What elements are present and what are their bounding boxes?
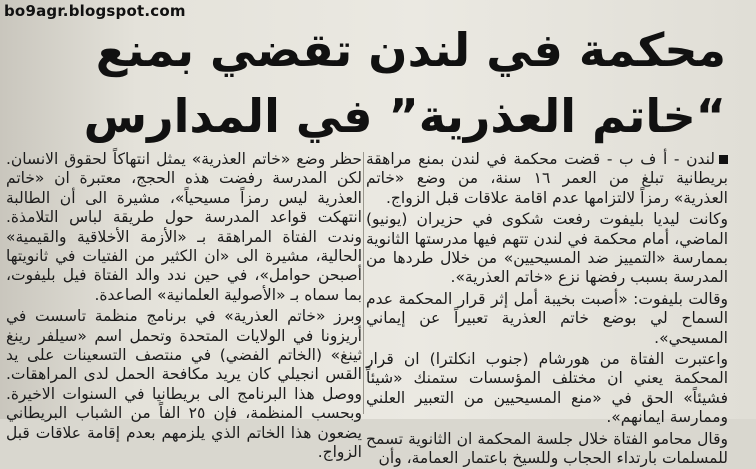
blog-watermark: bo9agr.blogspot.com bbox=[4, 2, 186, 20]
paragraph bbox=[366, 150, 728, 208]
article-column-left bbox=[6, 150, 362, 462]
bullet-square-icon bbox=[719, 155, 728, 164]
paragraph: وبرز «خاتم العذرية» في برنامج منظمة تاسست في أريزونا في الولايات المتحدة وتحمل اسم «سيلفر رينغ ثينغ» (الخاتم الفضي) في منتصف التسعينات على يد القس انجيلي كان يريد مكافحة الحمل لدى المراهقات. ووصل هذا البرنامج الى بريطانيا في السنوات الاخيرة. وبحسب المنظمة، فإن ٢٥ الفاً من الشباب البريطاني يضعون هذا الخاتم الذي يلزمهم بعدم إقامة علاقات قبل الزواج. bbox=[6, 307, 362, 462]
headline-line-2: “خاتم العذرية” في المدارس bbox=[83, 89, 726, 143]
headline-line-1: محكمة في لندن تقضي بمنع bbox=[95, 23, 726, 77]
paragraph-text: لندن - أ ف ب - قضت محكمة في لندن بمنع مراهقة بريطانية تبلغ من العمر ١٦ سنة، من وضع «خاتم العذرية» رمزاً لالتزامها عدم اقامة علاقات قبل الزواج. bbox=[366, 150, 728, 207]
column-divider bbox=[363, 152, 364, 414]
article-column-right bbox=[366, 150, 728, 468]
paragraph: وكانت ليديا بليفوت رفعت شكوى في حزيران (يونيو) الماضي، أمام محكمة في لندن تتهم فيها مدرستها الثانوية بممارسة «التمييز ضد المسيحيين» من خلال طردها من المدرسة بسبب رفضها نزع «خاتم العذرية». bbox=[366, 210, 728, 287]
paragraph: واعتبرت الفتاة من هورشام (جنوب انكلترا) ان قرار المحكمة يعني ان مختلف المؤسسات ستمنك «شيئاً فشيئاً» الحق في «منع المسيحيين من التعبير العلني وممارسة ايمانهم». bbox=[366, 350, 728, 427]
paragraph: وقالت بليفوت: «أصبت بخيبة أمل إثر قرار المحكمة عدم السماح لي بوضع خاتم العذرية تعبيراً عن إيماني المسيحي». bbox=[366, 289, 728, 347]
paragraph: وقال محامو الفتاة خلال جلسة المحكمة ان الثانوية تسمح للمسلمات بارتداء الحجاب وللسيخ باعتمار العمامة، وأن bbox=[366, 429, 728, 468]
paragraph: حظر وضع «خاتم العذرية» يمثل انتهاكاً لحقوق الانسان. لكن المدرسة رفضت هذه الحجج، معتبرة ان «خاتم العذرية ليس رمزاً مسيحياً»، مشيرة الى أن الطالبة انتهكت قواعد المدرسة حول طريقة لباس التلامذة. وندت الفتاة المراهقة بـ «الأزمة الأخلاقية والقيمية» الحالية، مشيرة الى «ان الكثير من الفتيات في ثانويتها أصبحن حوامل»، في حين ندد والد الفتاة فيل بليفوت، بما سماه بـ «الأصولية العلمانية» الصاعدة. bbox=[6, 150, 362, 304]
